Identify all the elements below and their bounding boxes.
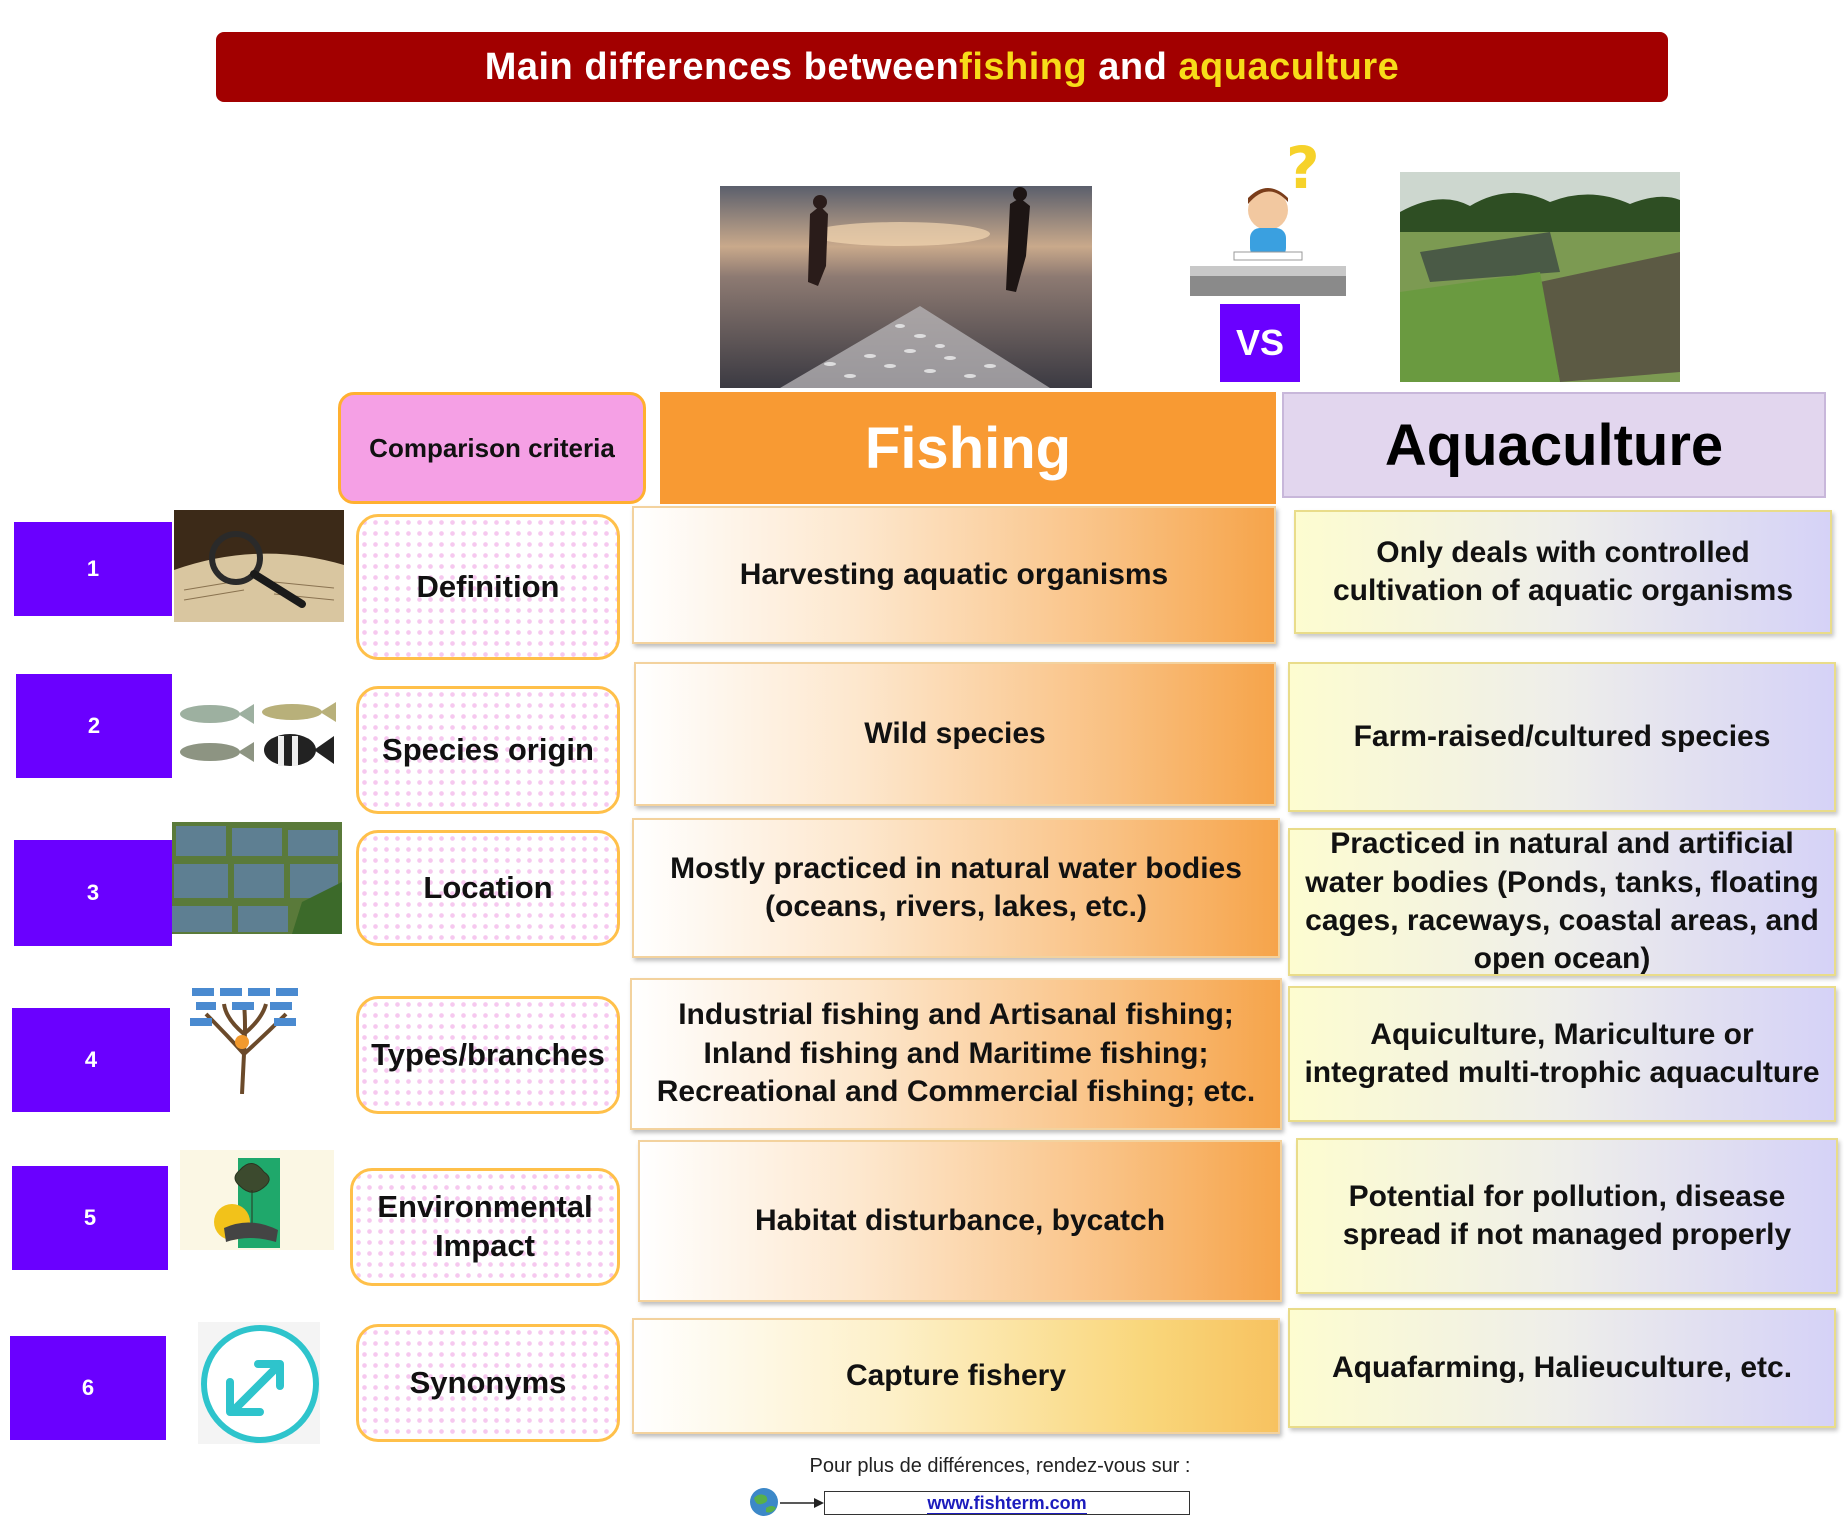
hand-holding-tree-icon [180, 1150, 334, 1250]
fishing-column-header: Fishing [660, 392, 1276, 504]
website-link-text[interactable]: www.fishterm.com [927, 1493, 1087, 1513]
swap-arrows-icon [198, 1322, 320, 1444]
thinking-student-icon [1188, 140, 1348, 300]
aquaculture-column-header: Aquaculture [1282, 392, 1826, 498]
magnifying-glass-icon [174, 510, 344, 622]
fishing-cell-location: Mostly practiced in natural water bodies (oceans, rivers, lakes, etc.) [632, 818, 1280, 958]
criterion-types-branches: Types/branches [356, 996, 620, 1114]
fishing-cell-species-origin: Wild species [634, 662, 1276, 806]
svg-text:?: ? [1286, 140, 1320, 202]
aquaculture-cell-environmental-impact: Potential for pollution, disease spread if not managed properly [1296, 1138, 1838, 1294]
fishing-cell-synonyms: Capture fishery [632, 1318, 1280, 1434]
aquaculture-cell-synonyms: Aquafarming, Halieuculture, etc. [1288, 1308, 1836, 1428]
website-link[interactable] [824, 1491, 1190, 1515]
row-number-2: 2 [16, 674, 172, 778]
arrow-right-icon [780, 1496, 824, 1510]
aquaculture-photo [1400, 172, 1680, 382]
fish-ponds-aerial-icon [172, 822, 342, 934]
vs-badge: VS [1220, 304, 1300, 382]
fishing-photo [720, 186, 1092, 388]
criterion-synonyms: Synonyms [356, 1324, 620, 1442]
page-title [216, 32, 1668, 102]
title-part2: and [1087, 45, 1179, 88]
title-highlight-fishing: fishing [959, 45, 1088, 88]
aquaculture-cell-species-origin: Farm-raised/cultured species [1288, 662, 1836, 812]
criteria-column-header: Comparison criteria [338, 392, 646, 504]
criterion-species-origin: Species origin [356, 686, 620, 814]
row-number-6: 6 [10, 1336, 166, 1440]
footer-text: Pour plus de différences, rendez-vous sur : [809, 1455, 1191, 1477]
title-part1: Main differences between [484, 45, 960, 88]
row-number-4: 4 [12, 1008, 170, 1112]
globe-icon [748, 1486, 780, 1518]
fishing-cell-environmental-impact: Habitat disturbance, bycatch [638, 1140, 1282, 1302]
aquaculture-cell-types-branches: Aquiculture, Mariculture or integrated multi-trophic aquaculture [1288, 986, 1836, 1122]
aquaculture-cell-location: Practiced in natural and artificial water bodies (Ponds, tanks, floating cages, raceways, coastal areas, and open ocean) [1288, 828, 1836, 976]
row-number-3: 3 [14, 840, 172, 946]
fish-species-icon [174, 696, 338, 776]
row-number-5: 5 [12, 1166, 168, 1270]
fishing-cell-definition: Harvesting aquatic organisms [632, 506, 1276, 644]
criterion-definition: Definition [356, 514, 620, 660]
title-highlight-aquaculture: aquaculture [1178, 45, 1400, 88]
fishing-cell-types-branches: Industrial fishing and Artisanal fishing; Inland fishing and Maritime fishing; Recreational and Commercial fishing; etc. [630, 978, 1282, 1130]
branching-tree-icon [186, 984, 302, 1094]
aquaculture-cell-definition: Only deals with controlled cultivation of aquatic organisms [1294, 510, 1832, 634]
criterion-location: Location [356, 830, 620, 946]
criterion-environmental-impact: Environmental Impact [350, 1168, 620, 1286]
row-number-1: 1 [14, 522, 172, 616]
